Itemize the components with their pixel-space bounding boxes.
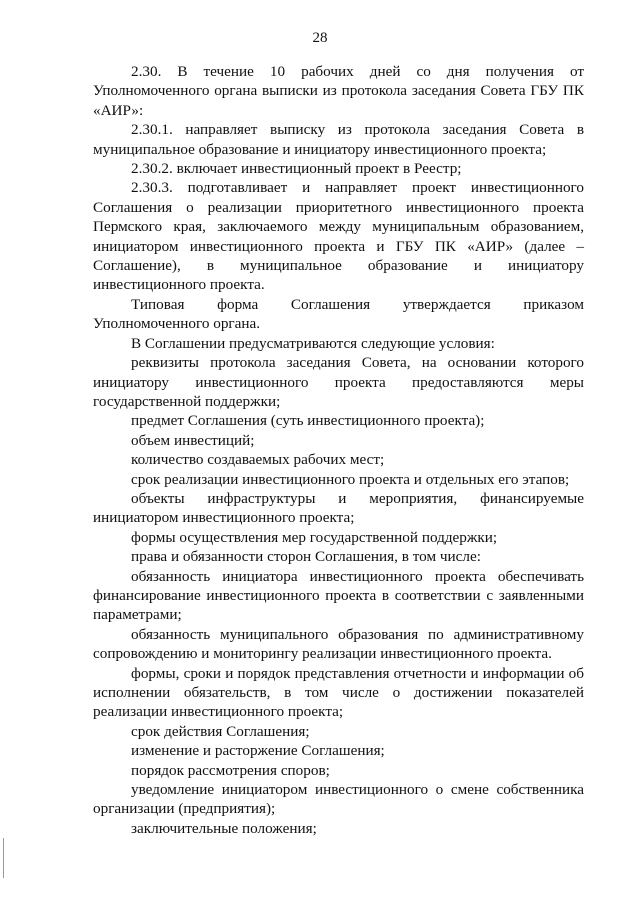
paragraph-conditions-intro: В Соглашении предусматриваются следующие условия:	[131, 334, 495, 352]
paragraph-2-30-2: 2.30.2. включает инвестиционный проект в Реестр;	[131, 160, 462, 178]
document-body	[93, 62, 584, 838]
paragraph-2-30-3: 2.30.3. подготавливает и направляет проект инвестиционного Соглашения о реализации приоритетного инвестиционного проекта Пермского края, заключаемого между муниципальным образованием, инициатором инвестиционного проекта и ГБУ ПК «АИР» (далее – Соглашение), в муниципальное образование и инициатору инвестиционного проекта.	[93, 179, 584, 294]
list-item-reporting: формы, сроки и порядок представления отчетности и информации об исполнении обязательств, в том числе о достижении показателей реализации инвестиционного проекта;	[93, 664, 584, 721]
list-item-disputes: порядок рассмотрения споров;	[131, 761, 330, 779]
list-item-support-forms: формы осуществления мер государственной поддержки;	[131, 528, 498, 546]
scan-edge-mark	[3, 838, 4, 878]
list-item-final-provisions: заключительные положения;	[131, 819, 317, 837]
list-item-infrastructure: объекты инфраструктуры и мероприятия, финансируемые инициатором инвестиционного проекта;	[93, 489, 584, 527]
list-item-owner-change: уведомление инициатором инвестиционного о смене собственника организации (предприятия);	[93, 781, 584, 818]
page-number: 28	[312, 30, 328, 46]
list-item-investment-volume: объем инвестиций;	[131, 431, 255, 449]
list-item-initiator-obligation: обязанность инициатора инвестиционного проекта обеспечивать финансирование инвестиционного проекта в соответствии с заявленными параметрами;	[93, 567, 584, 624]
list-item-municipality-obligation: обязанность муниципального образования по административному сопровождению и мониторингу реализации инвестиционного проекта.	[93, 625, 584, 663]
list-item-timeline: срок реализации инвестиционного проекта и отдельных его этапов;	[131, 470, 570, 488]
list-item-protocol-details: реквизиты протокола заседания Совета, на основании которого инициатору инвестиционного проекта предоставляются меры государственной поддержки;	[93, 354, 584, 410]
list-item-subject: предмет Соглашения (суть инвестиционного проекта);	[131, 412, 485, 430]
paragraph-2-30: 2.30. В течение 10 рабочих дней со дня получения от Уполномоченного органа выписки из протокола заседания Совета ГБУ ПК «АИР»:	[93, 63, 584, 119]
list-item-term: срок действия Соглашения;	[131, 722, 310, 740]
list-item-amendment: изменение и расторжение Соглашения;	[131, 742, 385, 760]
list-item-jobs: количество создаваемых рабочих мест;	[131, 451, 385, 469]
paragraph-2-30-1: 2.30.1. направляет выписку из протокола заседания Совета в муниципальное образование и инициатору инвестиционного проекта;	[93, 121, 584, 158]
paragraph-standard-form: Типовая форма Соглашения утверждается приказом Уполномоченного органа.	[93, 295, 584, 333]
list-item-rights-obligations: права и обязанности сторон Соглашения, в том числе:	[131, 548, 481, 566]
